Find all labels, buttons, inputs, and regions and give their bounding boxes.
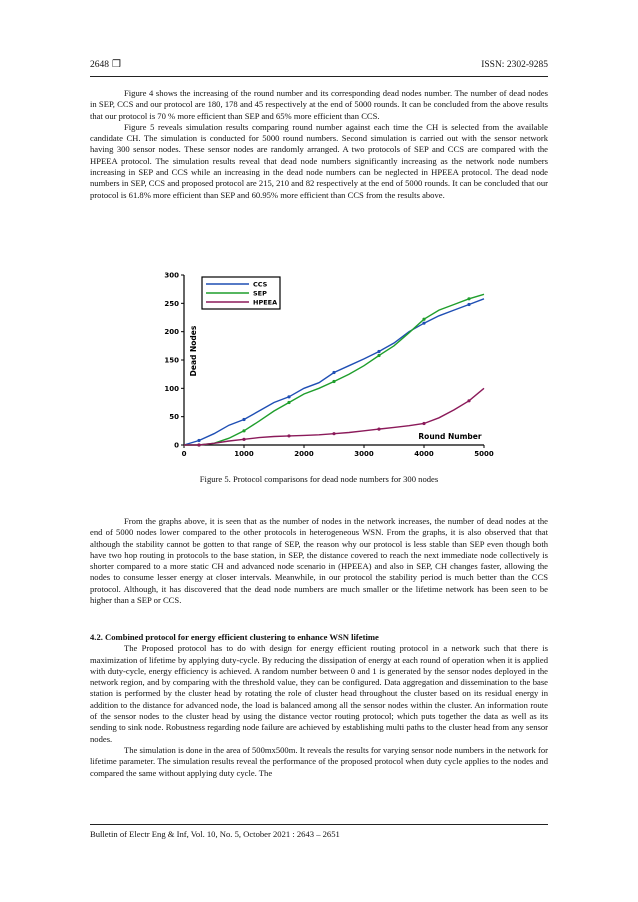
box-glyph-icon: ❒: [112, 59, 121, 70]
page-header: [90, 60, 548, 74]
mid-text: [90, 516, 548, 606]
data-point-ccs: [422, 322, 425, 325]
legend: [202, 277, 280, 309]
legend-label: SEP: [253, 289, 267, 298]
section-heading: 4.2. Combined protocol for energy efficient clustering to enhance WSN lifetime: [90, 632, 379, 642]
y-tick-label: 200: [164, 328, 179, 337]
paragraph: The simulation is done in the area of 500mx500m. It reveals the results for varying sensor node numbers in the network for lifetime parameter. The simulation results reveal the performance of the proposed protocol when duty cycle applies to the nodes and compared the same without applying duty cycle. The: [90, 744, 548, 778]
data-point-ccs: [287, 395, 290, 398]
data-point-ccs: [377, 350, 380, 353]
x-tick-label: 1000: [234, 450, 254, 458]
footer-rule: [90, 824, 548, 825]
paragraph: From the graphs above, it is seen that as the number of nodes in the network increases, the number of dead nodes at the end of 5000 nodes lower compared to the other protocols in heterogeneous WSN. From the graphs, it is also observed that that although the stability cannot be gotten to that range of SEP, the reason why our protocol is less stable than SEP even though both have two hop routing in protocols to the base station, in SEP, the distance covered to reach the next immediate node collectively is shorter compared to a more static CH and advanced node scenario in (HPEEA) and also in SEP, CH changes faster, allowing the nodes to consume lesser energy at closer intervals. Meanwhile, in our protocol the stability period is much better than the CCS protocol. Although, it has discovered that the dead node numbers are much smaller or the lifetime network has been seen to be higher than a SEP or CCS.: [90, 516, 548, 606]
figure-caption: Figure 5. Protocol comparisons for dead node numbers for 300 nodes: [199, 474, 439, 484]
data-point-sep: [332, 380, 335, 383]
footer-citation: Bulletin of Electr Eng & Inf, Vol. 10, No. 5, October 2021 : 2643 – 2651: [90, 829, 340, 839]
page-number: 2648: [90, 60, 109, 70]
paragraph: The Proposed protocol has to do with design for energy efficient routing protocol in a network such that there is maximization of lifetime by applying duty-cycle. By reducing the dissipation of energy at each round of operation when it is applied with duty-cycle, energy efficiency is achieved. A random number between 0 and 1 is generated by the sensor nodes deployed in the network region, and by comparing with the threshold value, they can be configured. Data aggregation and dissemination to the base station is performed by the cluster head by rotating the role of cluster head throughout the cluster based on its residual energy in addition to the distance for advanced node, the load is balanced among all the sensor nodes within the cluster. An information route of the sensor nodes to the cluster head by using the distance vector routing protocol; which puts together the data as well as its sending to sink node. Robustness regarding node failure are achieved by establishing multi paths to the cluster head from any sensor nodes.: [90, 643, 548, 744]
header-rule: [90, 76, 548, 77]
data-point-sep: [377, 354, 380, 357]
x-tick-label: 4000: [414, 450, 434, 458]
legend-label: CCS: [253, 280, 268, 289]
page-footer: [90, 824, 548, 839]
legend-label: HPEEA: [253, 298, 278, 307]
y-tick-label: 50: [169, 413, 179, 422]
bottom-text: [90, 632, 548, 779]
x-tick-label: 5000: [474, 450, 494, 458]
data-point-sep: [422, 318, 425, 321]
y-tick-label: 100: [164, 384, 179, 393]
data-point-ccs: [332, 371, 335, 374]
data-point-hpeea: [422, 422, 425, 425]
data-point-ccs: [197, 439, 200, 442]
data-point-ccs: [242, 418, 245, 421]
data-point-sep: [467, 297, 470, 300]
y-tick-label: 300: [164, 271, 179, 280]
y-axis-ticks: [164, 272, 184, 450]
data-point-hpeea: [467, 399, 470, 402]
data-point-hpeea: [377, 428, 380, 431]
y-axis-label: Dead Nodes: [189, 325, 198, 377]
data-point-hpeea: [332, 432, 335, 435]
x-tick-label: 0: [181, 450, 187, 458]
paragraph: Figure 4 shows the increasing of the round number and its corresponding dead nodes number. The number of dead nodes in SEP, CCS and our protocol are 180, 178 and 45 respectively at the end of 5000 rounds. It can be concluded from the above results that our protocol is 70 % more efficient than SEP and 65% more efficient than CCS.: [90, 88, 548, 121]
paragraph: Figure 5 reveals simulation results comparing round number against each time the CH is selected from the available candidate CH. The simulation is conducted for 5000 round numbers. Second simulation is carried out with the sensor network having 300 sensor nodes. These sensor nodes are randomly arranged. A two protocols of SEP and CCS are compared with the HPEEA protocol. The simulation results reveal that dead node numbers significantly increasing as the network node numbers increasing in SEP and CCS while an increasing in the dead node numbers can be neglected in HPEEA protocol. The dead node numbers in SEP, CCS and proposed protocol are 215, 210 and 82 respectively at the end of 5000 rounds. It can be concluded that our protocol is 61.8% more efficient than SEP and 60.95% more efficient than CCS from the results above.: [90, 121, 548, 200]
x-axis-ticks: [182, 445, 494, 458]
data-point-sep: [287, 401, 290, 404]
x-tick-label: 2000: [294, 450, 314, 458]
x-axis-label: Round Number: [418, 432, 482, 441]
y-tick-label: 150: [164, 356, 179, 365]
y-tick-label: 0: [174, 441, 179, 450]
x-tick-label: 3000: [354, 450, 374, 458]
data-point-hpeea: [242, 438, 245, 441]
issn: ISSN: 2302-9285: [481, 60, 548, 70]
data-point-sep: [242, 429, 245, 432]
data-point-hpeea: [287, 434, 290, 437]
y-tick-label: 250: [164, 299, 179, 308]
dead-nodes-chart: [154, 265, 494, 465]
data-point-ccs: [467, 303, 470, 306]
data-point-hpeea: [197, 443, 200, 446]
top-text: [90, 88, 548, 201]
